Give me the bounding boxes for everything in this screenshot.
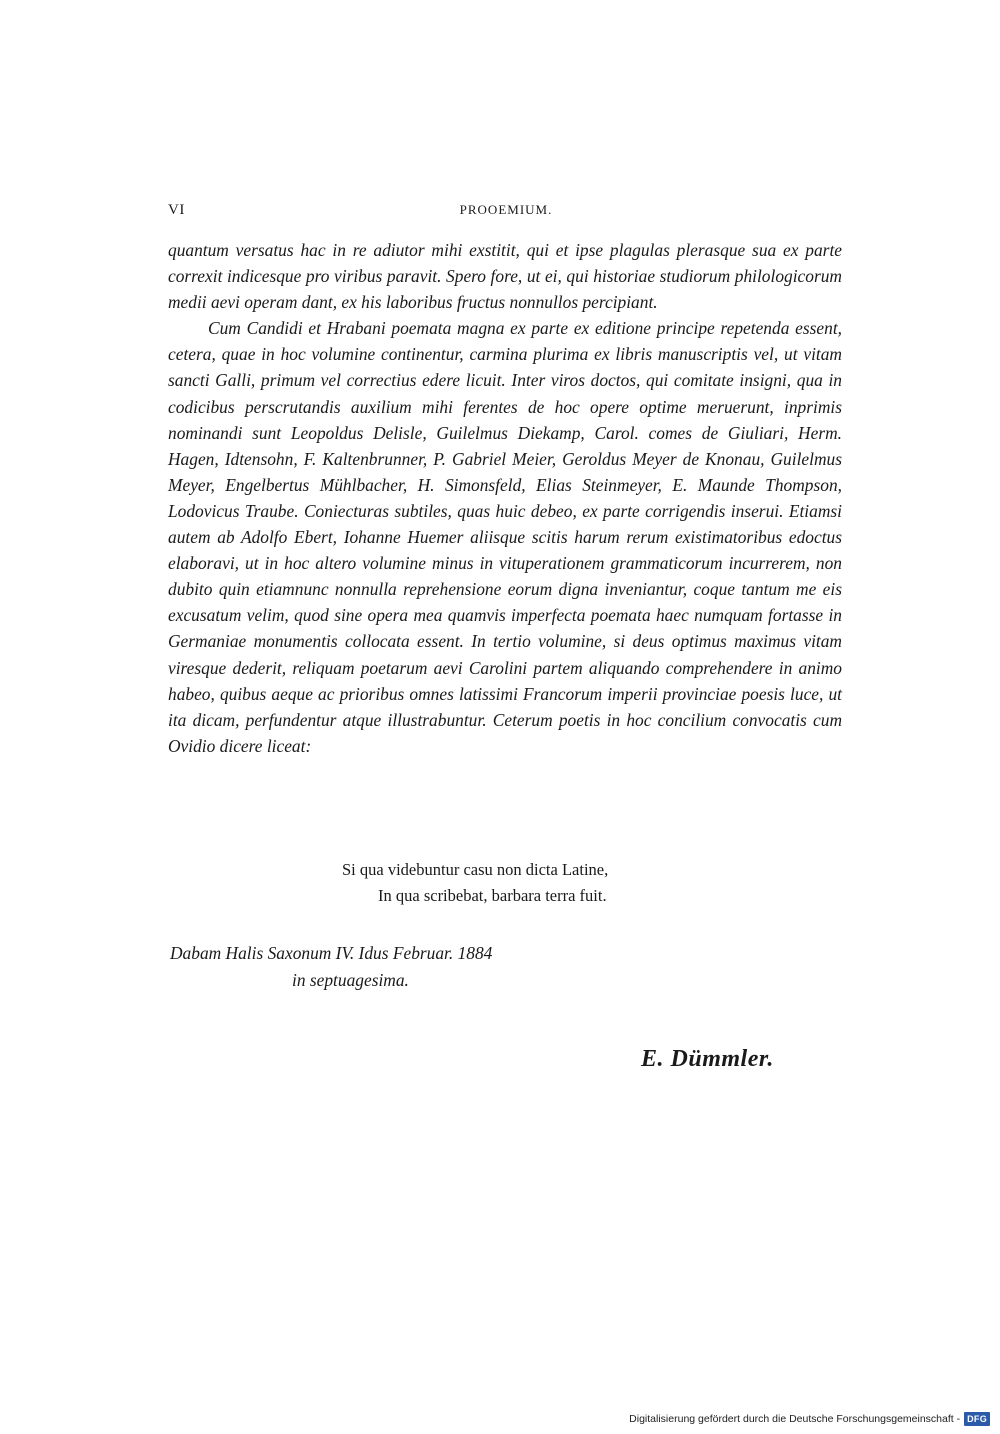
- body-text: [168, 237, 842, 759]
- author-signature: E. Dümmler.: [641, 1046, 774, 1072]
- verse-line-1: Si qua videbuntur casu non dicta Latine,: [342, 860, 609, 879]
- funding-footer: [629, 1410, 990, 1428]
- paragraph-main: Cum Candidi et Hrabani poemata magna ex parte ex editione principe repetenda essent, cetera, quae in hoc volumine continentur, carmina plurima ex libris manuscriptis vel, ut vitam sancti Galli, primum vel correctius edere licuit. Inter viros doctos, qui comitate insigni, qua in codicibus perscrutandis auxilium mihi ferentes de hoc opere optime meruerunt, inprimis nominandi sunt Leopoldus Delisle, Guilelmus Diekamp, Carol. comes de Giuliari, Herm. Hagen, Idtensohn, F. Kaltenbrunner, P. Gabriel Meier, Geroldus Meyer de Knonau, Guilelmus Meyer, Engelbertus Mühlbacher, H. Simonsfeld, Elias Steinmeyer, E. Maunde Thompson, Lodovicus Traube. Coniecturas subtiles, quas huic debeo, ex parte corrigendis inserui. Etiamsi autem ab Adolfo Ebert, Iohanne Huemer aliisque scitis harum rerum existimatoribus edoctus elaboravi, ut in hoc altero volumine minus in vituperationem grammaticorum incurrerem, non dubito quin etiamnunc nonnulla reprehensione eorum digna inveniantur, coque tantum me eis excusatum velim, quod sine opera mea quamvis imperfecta poemata haec numquam fortasse in Germaniae monumentis collocata essent. In tertio volumine, si deus optimus maximus vitam viresque dederit, reliquam poetarum aevi Carolini partem aliquando comprehendere in animo habeo, quibus aeque ac prioribus omnes latissimi Francorum imperii provinciae poesis luce, ut ita dicam, perfundentur atque illustrabuntur. Ceterum poetis in hoc concilium convocatis cum Ovidio dicere liceat:: [168, 318, 842, 756]
- dateline: [170, 940, 492, 994]
- page-number: VI: [168, 202, 185, 218]
- dateline-line-1: Dabam Halis Saxonum IV. Idus Februar. 1884: [170, 943, 493, 963]
- running-head: [168, 202, 844, 222]
- verse-quotation: [342, 857, 608, 909]
- dateline-line-2: in septuagesima.: [292, 970, 409, 990]
- dfg-logo-icon: DFG: [964, 1412, 990, 1426]
- paragraph-continuation: quantum versatus hac in re adiutor mihi exstitit, qui et ipse plagulas plerasque sua ex parte correxit indicesque pro viribus paravit. Spero fore, ut ei, qui historiae studiorum philologicorum medii aevi operam dant, ex his laboribus fructus nonnullos percipiant.: [168, 240, 842, 313]
- verse-line-2: In qua scribebat, barbara terra fuit.: [378, 886, 607, 905]
- funding-notice: Digitalisierung gefördert durch die Deutsche Forschungsgemeinschaft -: [629, 1413, 961, 1425]
- page-heading: PROOEMIUM.: [459, 202, 553, 217]
